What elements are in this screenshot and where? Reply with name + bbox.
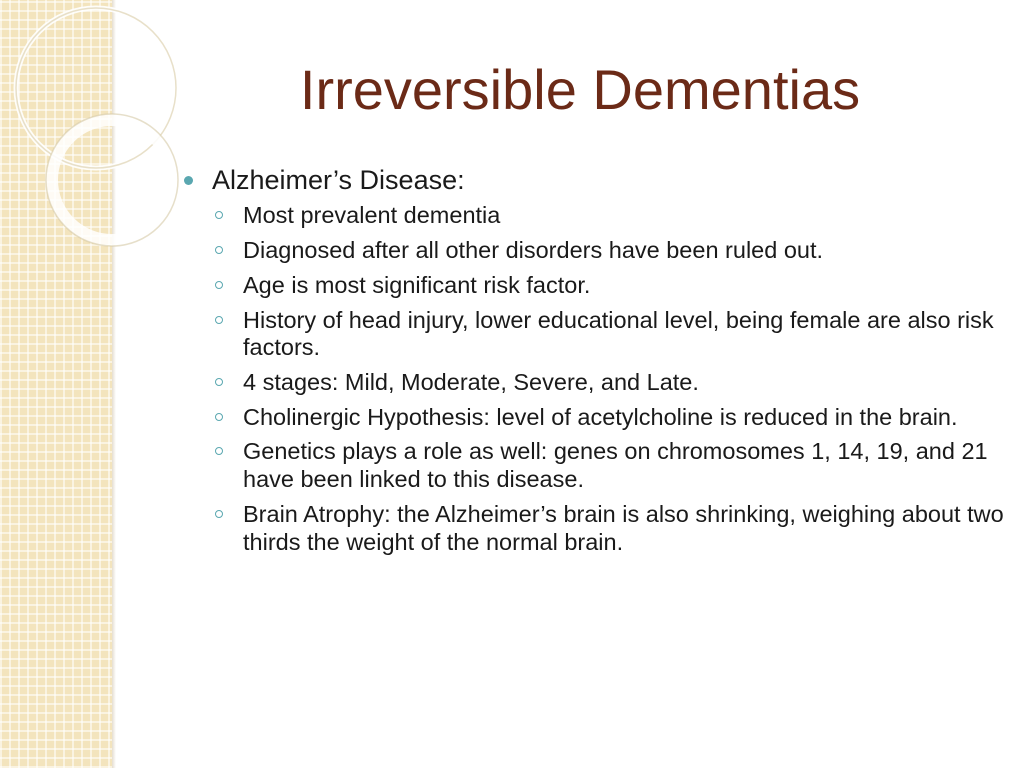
decorative-rings (0, 0, 200, 300)
sub-bullet-text: Genetics plays a role as well: genes on chromosomes 1, 14, 19, and 21 have been linked to this disease. (243, 438, 988, 493)
sub-bullet-text: Diagnosed after all other disorders have been ruled out. (243, 237, 824, 264)
sub-bullet-item (212, 369, 1004, 397)
ring-bullet-icon (215, 378, 223, 386)
ring-bullet-icon (215, 316, 223, 324)
sub-bullet-text: Most prevalent dementia (243, 202, 501, 229)
sub-bullet-item (212, 237, 1004, 265)
sub-bullet-item (212, 272, 1004, 300)
bullet-label: Alzheimer’s Disease: (212, 165, 465, 195)
sub-bullet-list (184, 202, 1004, 556)
ring-bullet-icon (215, 510, 223, 518)
slide-title: Irreversible Dementias (299, 58, 861, 121)
sub-bullet-item (212, 307, 1004, 362)
sub-bullet-text: History of head injury, lower educational level, being female are also risk factors. (243, 306, 994, 361)
sub-bullet-text: Cholinergic Hypothesis: level of acetylcholine is reduced in the brain. (243, 403, 958, 430)
sub-bullet-item (212, 202, 1004, 230)
ring-bullet-icon (215, 281, 223, 289)
ring-bullet-icon (215, 413, 223, 421)
sub-bullet-item (212, 404, 1004, 432)
bullet-dot-icon (184, 176, 193, 185)
sub-bullet-item (212, 438, 1004, 493)
ring-bullet-icon (215, 211, 223, 219)
ring-bullet-icon (215, 246, 223, 254)
sub-bullet-text: 4 stages: Mild, Moderate, Severe, and Late. (243, 368, 699, 395)
ring-bullet-icon (215, 447, 223, 455)
bullet-alzheimers (184, 164, 1004, 196)
sub-bullet-text: Age is most significant risk factor. (243, 271, 591, 298)
sub-bullet-item (212, 501, 1004, 556)
slide-body (184, 164, 1004, 563)
sub-bullet-text: Brain Atrophy: the Alzheimer’s brain is also shrinking, weighing about two thirds the weight of the normal brain. (243, 500, 1004, 555)
